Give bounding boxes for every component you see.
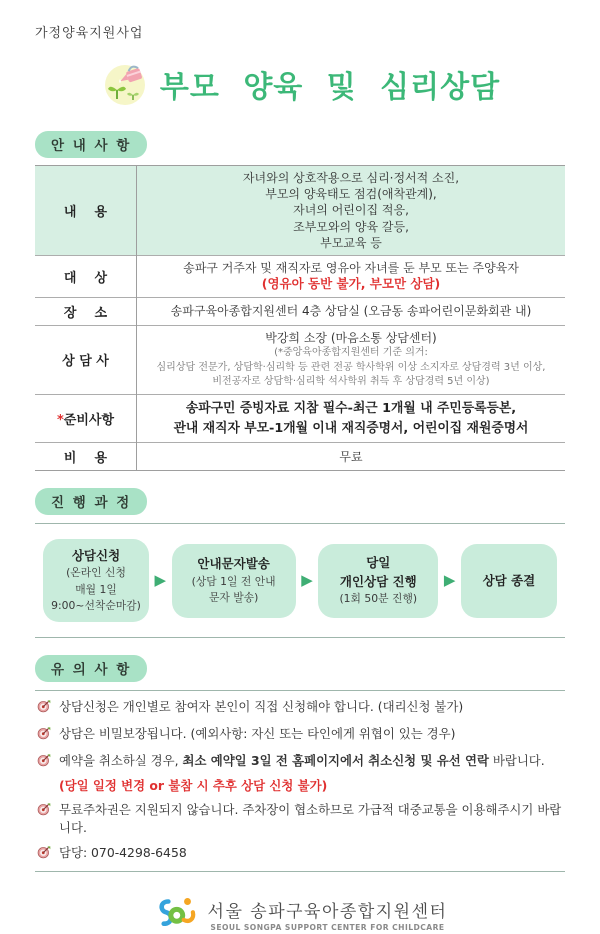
row-value: 무료 <box>137 443 566 471</box>
flow-arrow-icon: ▶ <box>443 571 456 590</box>
note-text: 예약을 취소하실 경우, 최소 예약일 3일 전 홈페이지에서 취소신청 및 유선 연락 바랍니다. <box>59 753 545 768</box>
row-label: 내 용 <box>35 166 137 256</box>
watering-can-sprout-icon <box>100 57 150 111</box>
dart-target-icon <box>37 699 51 718</box>
divider <box>35 871 565 872</box>
note-item: 상담은 비밀보장됩니다. (예외사항: 자신 또는 타인에게 위협이 있는 경우) <box>37 725 563 745</box>
divider <box>35 690 565 691</box>
row-label: 상 담 사 <box>35 326 137 395</box>
title-block <box>35 57 565 111</box>
flow-step-apply: 상담신청 (온라인 신청 매월 1일 9:00~선착순마감) <box>43 539 149 622</box>
flow-arrow-icon: ▶ <box>301 571 313 590</box>
org-name-english: SEOUL SONGPA SUPPORT CENTER FOR CHILDCARE <box>210 923 445 933</box>
divider <box>35 523 565 524</box>
footer-logo-block <box>35 896 565 934</box>
section-heading-process: 진 행 과 정 <box>35 488 147 515</box>
table-row-target <box>35 255 565 297</box>
divider <box>35 637 565 638</box>
org-logo-icon <box>153 896 199 934</box>
table-row-preparation <box>35 394 565 443</box>
row-label: 대 상 <box>35 255 137 297</box>
note-item: 상담신청은 개인별로 참여자 본인이 직접 신청해야 합니다. (대리신청 불가) <box>37 698 563 718</box>
section-heading-notes: 유 의 사 항 <box>35 655 147 682</box>
note-item <box>37 752 563 772</box>
section-heading-info: 안 내 사 항 <box>35 131 147 158</box>
cancel-warning-red: (당일 일정 변경 or 불참 시 추후 상담 신청 불가) <box>59 777 328 793</box>
program-label: 가정양육지원사업 <box>35 26 144 41</box>
table-row-counselor <box>35 326 565 395</box>
row-value: 송파구 거주자 및 재직자로 영유아 자녀를 둔 부모 또는 주양육자 (영유아 동반 불가, 부모만 상담) <box>137 255 566 297</box>
row-value: 송파구민 증빙자료 지참 필수-최근 1개월 내 주민등록등본, 관내 재직자 부모-1개월 이내 재직증명서, 어린이집 재원증명서 <box>137 394 566 443</box>
process-flow <box>35 530 565 631</box>
row-value: 송파구육아종합지원센터 4층 상담실 (오금동 송파어린이문화회관 내) <box>137 298 566 326</box>
page-title: 부모 양육 및 심리상담 <box>159 70 501 105</box>
flow-arrow-icon: ▶ <box>154 571 167 590</box>
target-restriction-note: (영유아 동반 불가, 부모만 상담) <box>261 276 441 292</box>
row-value: 박강희 소장 (마음소통 상담센터) (*중앙육아종합지원센터 기준 의거: 심리상담 전문가, 상담학·심리학 등 관련 전공 학사학위 이상 소지자로 상담경력 3년 이상, 비전공자로 상담학·심리학 석사학위 취득 후 상담경력 5년 이상) <box>137 326 566 395</box>
table-row-content <box>35 166 565 256</box>
flow-step-sms: 안내문자발송 (상담 1일 전 안내 문자 발송) <box>172 544 296 618</box>
note-item-contact <box>37 844 563 864</box>
dart-target-icon <box>37 753 51 772</box>
note-item: 무료주차권은 지원되지 않습니다. 주차장이 협소하므로 가급적 대중교통을 이용해주시기 바랍니다. <box>37 801 563 837</box>
row-label: 비 용 <box>35 443 137 471</box>
row-value: 자녀와의 상호작용으로 심리·정서적 소진, 부모의 양육태도 점검(애착관계), 자녀의 어린이집 적응, 조부모와의 양육 갈등, 부모교육 등 <box>137 166 566 256</box>
org-name <box>208 897 448 932</box>
row-label: *준비사항 <box>35 394 137 443</box>
section-info <box>35 131 565 471</box>
section-process <box>35 488 565 638</box>
info-table <box>35 165 565 471</box>
flow-step-end: 상담 종결 <box>461 544 557 618</box>
dart-target-icon <box>37 726 51 745</box>
dart-target-icon <box>37 802 51 821</box>
org-name-korean: 서울 송파구육아종합지원센터 <box>207 902 448 923</box>
table-row-place <box>35 298 565 326</box>
table-row-fee <box>35 443 565 471</box>
required-asterisk: * <box>56 413 64 429</box>
flow-step-session: 당일 개인상담 진행 (1회 50분 진행) <box>318 544 438 618</box>
contact-phone: 담당: 070-4298-6458 <box>59 844 187 860</box>
row-label: 장 소 <box>35 298 137 326</box>
section-notes <box>35 655 565 872</box>
dart-target-icon <box>37 845 51 864</box>
